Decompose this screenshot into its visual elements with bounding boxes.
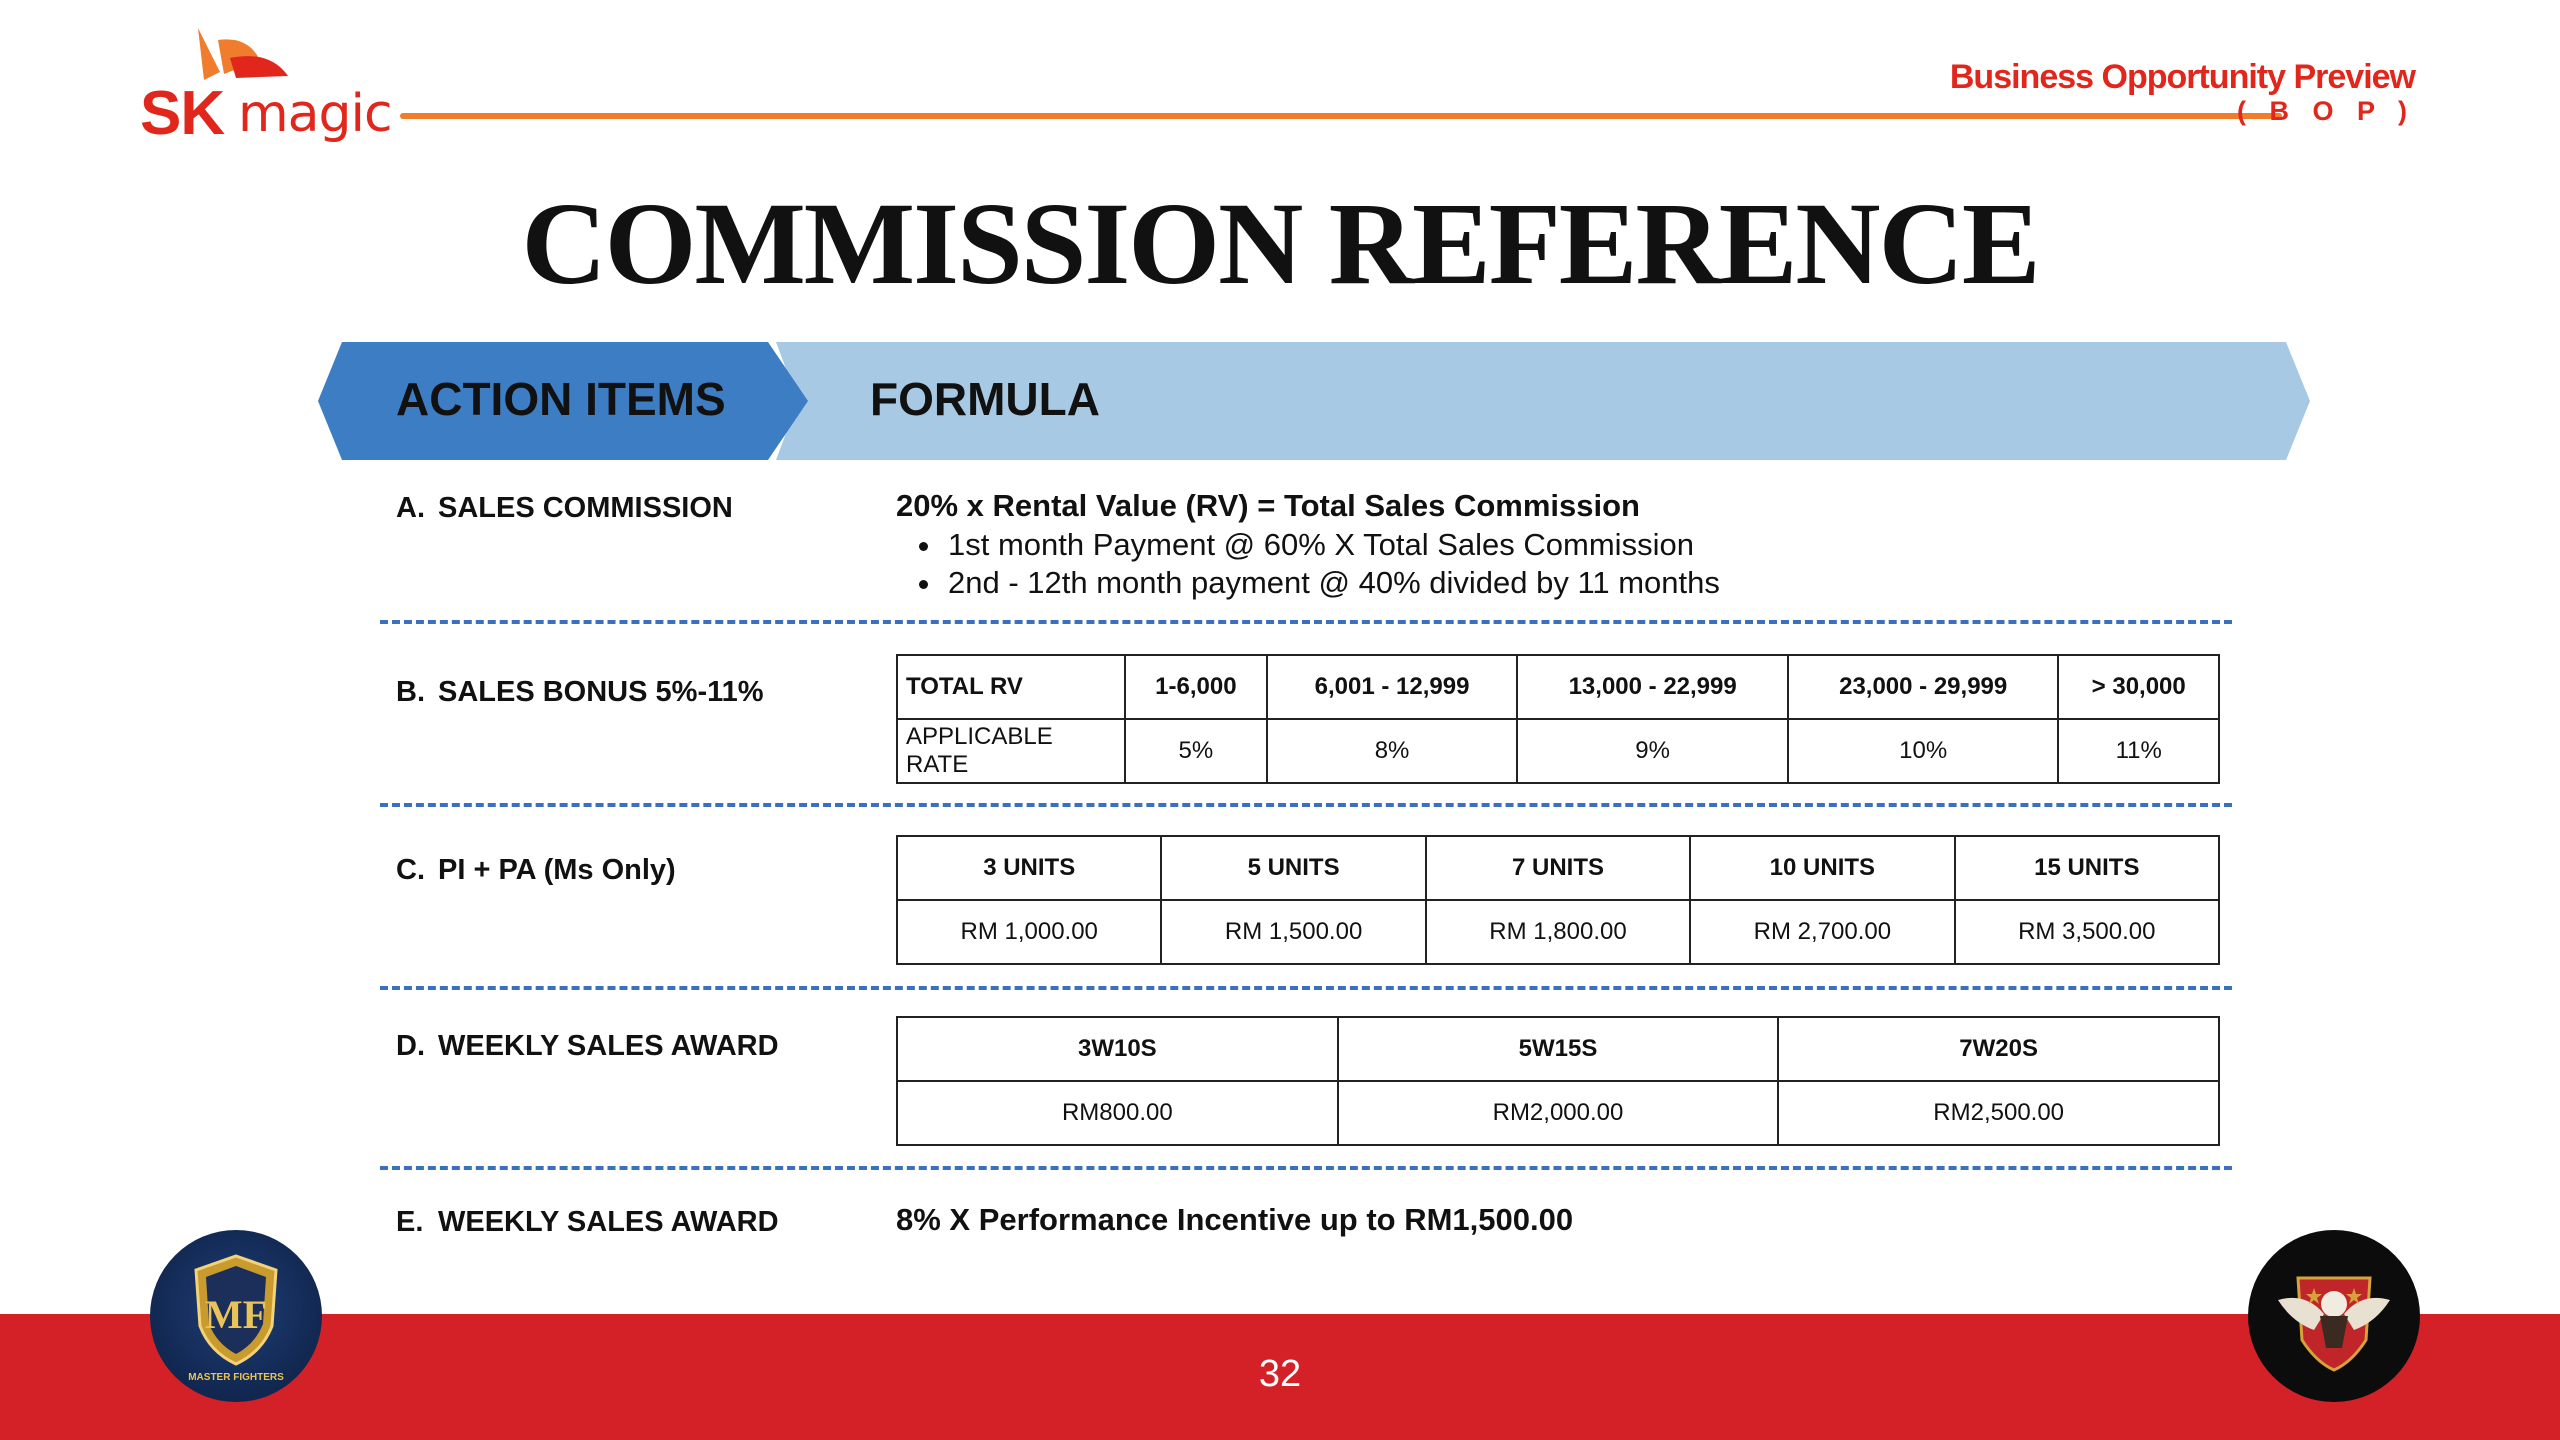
bullet-item: • 2nd - 12th month payment @ 40% divided by 11 months bbox=[944, 564, 1720, 602]
header-rule bbox=[400, 113, 2282, 119]
table-cell: 3 UNITS bbox=[897, 836, 1161, 900]
section-divider bbox=[380, 620, 2232, 624]
table-cell: RM 1,000.00 bbox=[897, 900, 1161, 964]
table-cell: RM 2,700.00 bbox=[1690, 900, 1954, 964]
table-cell: 10% bbox=[1788, 719, 2059, 783]
header-title: Business Opportunity Preview bbox=[1949, 58, 2415, 96]
table-cell: 15 UNITS bbox=[1955, 836, 2219, 900]
item-d-letter: D. bbox=[396, 1030, 425, 1062]
item-e-letter: E. bbox=[396, 1206, 424, 1238]
item-c-text: PI + PA (Ms Only) bbox=[438, 854, 676, 886]
banner-action-items: ACTION ITEMS bbox=[396, 373, 726, 425]
item-d-label bbox=[396, 1030, 779, 1063]
shield-icon bbox=[150, 1230, 322, 1402]
pi-pa-table bbox=[896, 835, 2220, 965]
item-a-text: SALES COMMISSION bbox=[438, 492, 733, 524]
bullet-item: • 1st month Payment @ 60% X Total Sales Commission bbox=[944, 526, 1720, 564]
item-b-text: SALES BONUS 5%-11% bbox=[438, 676, 764, 708]
sk-magic-logo bbox=[140, 22, 400, 152]
table-cell: 11% bbox=[2058, 719, 2219, 783]
item-c-letter: C. bbox=[396, 854, 425, 886]
table-cell: RM800.00 bbox=[897, 1081, 1338, 1145]
item-e-text: WEEKLY SALES AWARD bbox=[438, 1206, 779, 1238]
table-cell: RM2,000.00 bbox=[1338, 1081, 1779, 1145]
badge-monogram: MF bbox=[204, 1292, 268, 1337]
performance-incentive-formula: 8% X Performance Incentive up to RM1,500.00 bbox=[896, 1202, 1574, 1237]
table-cell: 3W10S bbox=[897, 1017, 1338, 1081]
brand-sk: SK bbox=[140, 79, 225, 148]
header-subtitle: ( B O P ) bbox=[2236, 96, 2415, 126]
table-cell: 5W15S bbox=[1338, 1017, 1779, 1081]
eagle-icon bbox=[2248, 1230, 2420, 1402]
table-row bbox=[897, 900, 2219, 964]
section-divider bbox=[380, 803, 2232, 807]
table-header-row bbox=[897, 1017, 2219, 1081]
item-d-text: WEEKLY SALES AWARD bbox=[438, 1030, 779, 1062]
table-cell: > 30,000 bbox=[2058, 655, 2219, 719]
table-cell: TOTAL RV bbox=[897, 655, 1125, 719]
table-cell: RM 1,800.00 bbox=[1426, 900, 1690, 964]
table-cell: 7W20S bbox=[1778, 1017, 2219, 1081]
sales-commission-bullets bbox=[918, 526, 1720, 602]
sales-bonus-table bbox=[896, 654, 2220, 784]
master-fighters-badge bbox=[150, 1230, 322, 1402]
table-cell: 13,000 - 22,999 bbox=[1517, 655, 1788, 719]
table-cell: 9% bbox=[1517, 719, 1788, 783]
table-cell: RM 1,500.00 bbox=[1161, 900, 1425, 964]
table-cell: RM2,500.00 bbox=[1778, 1081, 2219, 1145]
eagle-badge bbox=[2248, 1230, 2420, 1402]
sales-commission-formula: 20% x Rental Value (RV) = Total Sales Commission bbox=[896, 488, 1640, 523]
table-row bbox=[897, 719, 2219, 783]
table-cell: 23,000 - 29,999 bbox=[1788, 655, 2059, 719]
table-row bbox=[897, 1081, 2219, 1145]
table-header-row bbox=[897, 655, 2219, 719]
badge-text: MASTER FIGHTERS bbox=[188, 1372, 284, 1383]
table-cell: 10 UNITS bbox=[1690, 836, 1954, 900]
item-a-letter: A. bbox=[396, 492, 425, 524]
table-cell: RM 3,500.00 bbox=[1955, 900, 2219, 964]
brand-magic: magic bbox=[238, 84, 392, 144]
table-cell: 8% bbox=[1267, 719, 1518, 783]
table-cell: 6,001 - 12,999 bbox=[1267, 655, 1518, 719]
item-b-label bbox=[396, 676, 764, 709]
table-cell: 5% bbox=[1125, 719, 1267, 783]
page-title: COMMISSION REFERENCE bbox=[521, 178, 2039, 309]
section-divider bbox=[380, 986, 2232, 990]
table-cell: APPLICABLE RATE bbox=[897, 719, 1125, 783]
weekly-sales-award-table bbox=[896, 1016, 2220, 1146]
page-number: 32 bbox=[1258, 1353, 1302, 1395]
banner-formula: FORMULA bbox=[870, 373, 1100, 425]
item-e-label bbox=[396, 1206, 779, 1239]
item-a-label bbox=[396, 492, 733, 525]
item-c-label bbox=[396, 854, 676, 887]
table-cell: 1-6,000 bbox=[1125, 655, 1267, 719]
table-cell: 7 UNITS bbox=[1426, 836, 1690, 900]
table-cell: 5 UNITS bbox=[1161, 836, 1425, 900]
section-divider bbox=[380, 1166, 2232, 1170]
item-b-letter: B. bbox=[396, 676, 425, 708]
table-header-row bbox=[897, 836, 2219, 900]
